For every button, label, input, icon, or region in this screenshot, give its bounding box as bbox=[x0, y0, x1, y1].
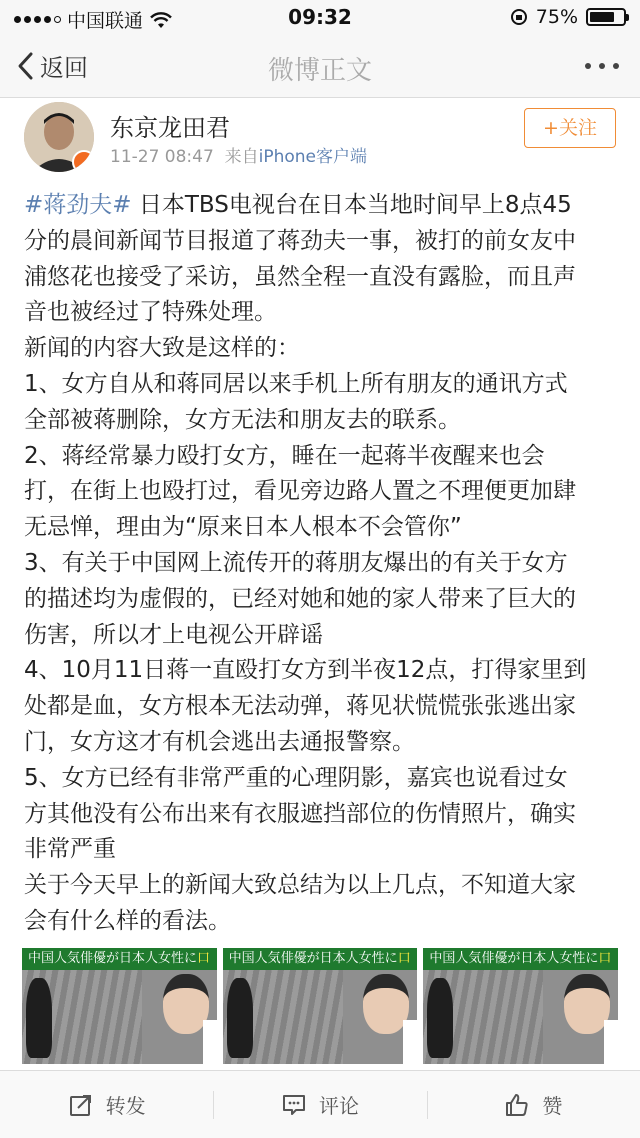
avatar[interactable] bbox=[24, 102, 94, 172]
repost-label: 转发 bbox=[105, 1094, 146, 1118]
thumbs-up-icon bbox=[504, 1092, 530, 1118]
comment-icon bbox=[281, 1092, 307, 1118]
repost-icon bbox=[68, 1092, 94, 1118]
comment-label: 评论 bbox=[318, 1094, 359, 1118]
post-line: 会有什么样的看法。 bbox=[24, 907, 231, 934]
post-line: 音也被经过了特殊处理。 bbox=[24, 299, 277, 326]
post-line: 处都是血，女方根本无法动弹，蒋见状慌慌张张逃出家 bbox=[24, 693, 576, 720]
post-line: 浦悠花也接受了采访，虽然全程一直没有露脸，而且声 bbox=[24, 263, 576, 290]
post-line: 关于今天早上的新闻大致总结为以上几点，不知道大家 bbox=[24, 872, 576, 899]
carrier-label: 中国联通 bbox=[67, 10, 144, 32]
post-meta bbox=[110, 142, 367, 167]
image-thumbnail-3[interactable] bbox=[423, 948, 618, 1064]
action-toolbar bbox=[0, 1070, 640, 1138]
post-line: 1、女方自从和蒋同居以来手机上所有朋友的通讯方式 bbox=[24, 370, 568, 397]
post-header bbox=[0, 98, 640, 180]
post-line: 打，在街上也殴打过，看见旁边路人置之不理便更加肆 bbox=[24, 478, 576, 505]
post-line: 无忌惮，理由为“原来日本人根本不会管你” bbox=[24, 514, 462, 541]
clock: 09:32 bbox=[288, 5, 352, 29]
post-line: 3、有关于中国网上流传开的蒋朋友爆出的有关于女方 bbox=[24, 549, 568, 576]
post-line: 新闻的内容大致是这样的： bbox=[24, 335, 300, 362]
battery-percent: 75% bbox=[535, 6, 578, 28]
follow-button[interactable]: +关注 bbox=[524, 108, 616, 148]
post-line: 伤害，所以才上电视公开辟谣 bbox=[24, 621, 323, 648]
post-line: 4、10月11日蒋一直殴打女方到半夜12点，打得家里到 bbox=[24, 657, 587, 684]
post-line: 全部被蒋删除，女方无法和朋友去的联系。 bbox=[24, 406, 461, 433]
post-line: 5、女方已经有非常严重的心理阴影，嘉宾也说看过女 bbox=[24, 764, 568, 791]
post-line: #蒋劲夫# 日本TBS电视台在日本当地时间早上8点45 bbox=[24, 192, 572, 218]
post-body bbox=[24, 188, 624, 940]
post-line: 门，女方这才有机会逃出去通报警察。 bbox=[24, 728, 415, 755]
page-title: 微博正文 bbox=[267, 56, 372, 86]
image-grid bbox=[22, 948, 618, 1064]
back-label: 返回 bbox=[40, 54, 88, 82]
comment-button[interactable] bbox=[213, 1071, 426, 1138]
repost-button[interactable] bbox=[0, 1071, 213, 1138]
post-line: 非常严重 bbox=[24, 836, 116, 863]
verified-badge-icon bbox=[72, 150, 94, 172]
hashtag-link[interactable]: #蒋劲夫# bbox=[24, 192, 132, 218]
like-label: 赞 bbox=[542, 1094, 563, 1118]
status-right bbox=[510, 6, 626, 28]
username[interactable]: 东京龙田君 bbox=[110, 114, 230, 142]
post-line: 方其他没有公布出来有衣服遮挡部位的伤情照片，确实 bbox=[24, 800, 576, 827]
post-line: 的描述均为虚假的，已经对她和她的家人带来了巨大的 bbox=[24, 585, 576, 612]
battery-level bbox=[590, 12, 614, 22]
image-thumbnail-2[interactable] bbox=[223, 948, 418, 1064]
post-line: 2、蒋经常暴力殴打女方，睡在一起蒋半夜醒来也会 bbox=[24, 442, 545, 469]
orientation-lock-icon bbox=[510, 8, 528, 26]
post-timestamp: 11-27 08:47 bbox=[110, 147, 214, 167]
like-button[interactable] bbox=[427, 1071, 640, 1138]
post-line: 分的晨间新闻节目报道了蒋劲夫一事，被打的前女友中 bbox=[24, 227, 576, 254]
source-client: iPhone客户端 bbox=[258, 147, 367, 167]
image-caption-banner: 中国人気俳優が日本人女性に口 bbox=[22, 948, 217, 970]
more-options-icon[interactable] bbox=[582, 54, 622, 78]
battery-icon bbox=[586, 8, 626, 26]
navigation-bar bbox=[0, 34, 640, 98]
source-prefix: 来自 bbox=[224, 147, 259, 167]
image-caption-banner: 中国人気俳優が日本人女性に口 bbox=[223, 948, 418, 970]
image-caption-banner: 中国人気俳優が日本人女性に口 bbox=[423, 948, 618, 970]
image-thumbnail-1[interactable] bbox=[22, 948, 217, 1064]
status-bar bbox=[0, 0, 640, 34]
